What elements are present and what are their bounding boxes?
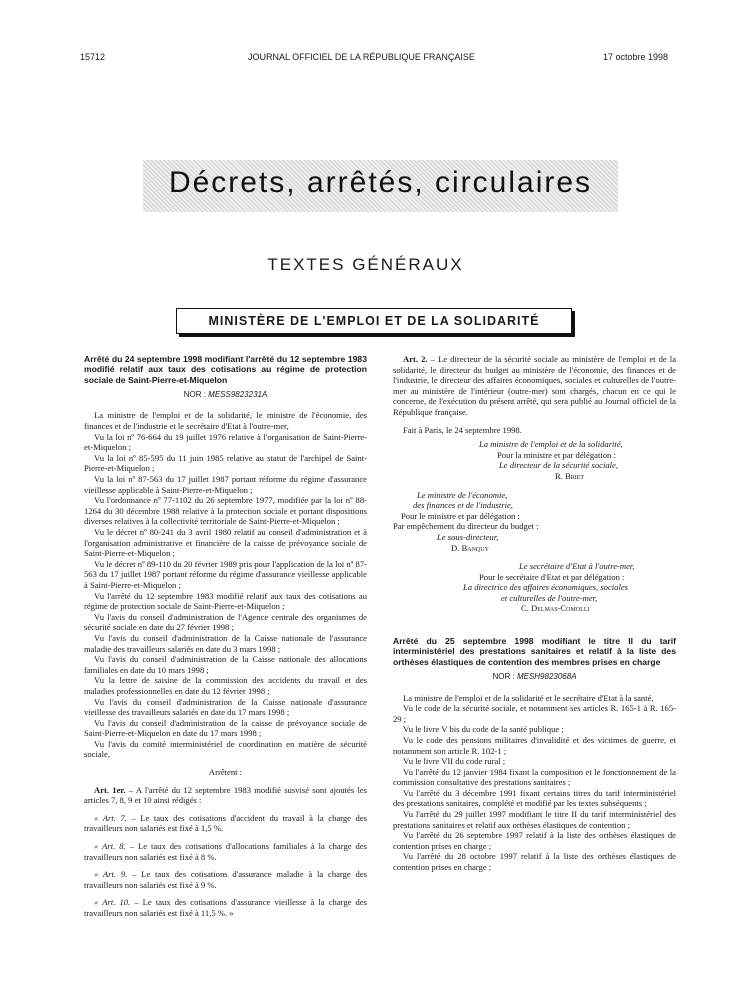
quoted-text: – Le taux des cotisations d'assurance vieillesse à la charge des travailleurs non salariés est fixé à 11,5 %. » [84,897,367,919]
paragraph: Vu la lettre de saisine de la commission des accidents du travail et des maladies professionnelles en date du 12 février 1998 ; [84,675,367,696]
paragraph: Vu l'arrêté du 28 octobre 1997 relatif à la liste des orthèses élastiques de contention prises en charge ; [393,851,676,873]
article-text: – Le directeur de la sécurité sociale au ministère de l'emploi et de la solidarité, le directeur du budget au ministère de l'économie, des finances et de l'industrie, le directeur des affaires économiques, sociales et culturelles de l'outre-mer au ministère de l'intérieur (outre-mer) sont chargés, chacun en ce qui le concerne, de l'exécution du présent arrêté, qui sera publié au Journal officiel de la République française. [393,354,677,417]
signatory-line: Pour le secrétaire d'Etat et par délégation : [479,571,625,582]
paragraph: Vu l'avis du conseil d'administration de la caisse de prévoyance sociale de Saint-Pierre-et-Miquelon en date du 17 mars 1998 ; [84,717,367,739]
fait-a-paris: Fait à Paris, le 24 septembre 1998. [403,424,522,435]
quoted-label: « Art. 10. [94,897,131,908]
signatory-line: Pour la ministre et par délégation : [497,449,616,460]
nor-code: MESS9823231A [208,389,268,399]
nor-label: NOR : [492,671,515,681]
quoted-text: – Le taux des cotisations d'assurance maladie à la charge des travailleurs non salariés est fixé à 9 %. [84,869,367,890]
article-label: Art. 1er. [94,784,126,795]
signatory-line: Par empêchement du directeur du budget : [393,521,539,532]
paragraph: Vu l'arrêté du 12 janvier 1984 fixant la composition et le fonctionnement de la commission consultative des prestations sanitaires ; [393,766,676,788]
signatory-title: Le secrétaire d'Etat à l'outre-mer, [519,561,635,572]
signatory-name: D. Banquy [451,542,489,553]
paragraph: Vu l'avis du conseil d'administration de la Caisse nationale des allocations familiales en date du 10 mars 1998 ; [84,654,367,675]
signatory-name: R. Briet [555,470,585,481]
paragraph: Vu le code de la sécurité sociale, et notamment ses articles R. 165-1 à R. 165-29 ; [393,703,676,724]
ministry-box: MINISTÈRE DE L'EMPLOI ET DE LA SOLIDARITÉ [176,308,572,334]
paragraph: Vu l'arrêté du 29 juillet 1997 modifiant le titre II du tarif interministériel des prestations sanitaires et relatif aux orthèses élastiques de contention ; [393,809,676,830]
signature-block-3 [393,561,676,614]
issue-date: 17 octobre 1998 [603,52,669,62]
signatory-title: La ministre de l'emploi et de la solidarité, [479,439,623,450]
quoted-text: – Le taux des cotisations d'accident du travail à la charge des travailleurs non salariés est fixé à 1,5 %. [84,812,368,834]
paragraph: Vu l'arrêté du 12 septembre 1983 modifié relatif aux taux des cotisations au régime de protection sociale de Saint-Pierre-et-Miquelon ; [84,590,367,612]
left-column [84,354,367,919]
paragraph: Vu l'avis du conseil d'administration de l'Agence centrale des organismes de sécurité sociale en date du 27 février 1998 ; [84,611,367,633]
paragraph: Vu l'avis du conseil d'administration de la Caisse nationale de l'assurance maladie des travailleurs salariés en date du 3 mars 1998 ; [84,632,367,654]
paragraph: Vu la loi nº 76-664 du 19 juillet 1976 relative à l'organisation de Saint-Pierre-et-Miquelon ; [84,431,367,453]
journal-title: JOURNAL OFFICIEL DE LA RÉPUBLIQUE FRANÇAISE [248,52,475,62]
arrete2-title: Arrêté du 25 septembre 1998 modifiant le titre II du tarif interministériel des prestations sanitaires et relatif à la liste des orthèses élastiques de contention des membres prises en charge [393,636,676,667]
paragraph: Vu l'arrêté du 26 septembre 1997 relatif à la liste des orthèses élastiques de contention prises en charge ; [393,830,676,851]
right-column [393,354,676,873]
quoted-label: « Art. 9. [94,869,128,880]
arrete1-title: Arrêté du 24 septembre 1998 modifiant l'arrêté du 12 septembre 1983 modifié relatif aux taux des cotisations au régime de protection sociale de Saint-Pierre-et-Miquelon [84,354,367,385]
paragraph: Vu l'avis du comité interministériel de coordination en matière de sécurité sociale, [84,738,367,760]
paragraph: Vu l'avis du conseil d'administration de la Caisse nationale d'assurance vieillesse des travailleurs salariés en date du 17 mars 1998 ; [84,696,367,718]
signatory-line: Pour le ministre et par délégation : [401,510,520,521]
signature-block-2 [393,490,676,554]
paragraph: Vu le décret nº 80-241 du 3 avril 1980 relatif au conseil d'administration et à l'organisation administrative et financière de la caisse de prévoyance sociale de Saint-Pierre-et-Miquelon ; [84,527,367,559]
paragraph: Vu le décret nº 89-110 du 20 février 1989 pris pour l'application de la loi nº 87-563 du 17 juillet 1987 portant réforme du régime d'assurance vieillesse applicable à Saint-Pierre-et-Miquelon ; [84,558,367,590]
quoted-text: – Le taux des cotisations d'allocations familiales à la charge des travailleurs non salariés est fixé à 8 %. [84,841,367,862]
signature-block-1 [393,439,676,481]
signatory-line: La directrice des affaires économiques, sociales [463,582,629,593]
section-heading: TEXTES GÉNÉRAUX [267,255,464,274]
quoted-article [84,841,367,862]
paragraph: Vu le livre VII du code rural ; [403,756,506,767]
signatory-line: Le directeur de la sécurité sociale, [499,460,619,471]
nor-label: NOR : [183,389,206,399]
page-number: 15712 [80,52,106,62]
paragraph: Vu la loi nº 85-595 du 11 juin 1985 relative au statut de l'archipel de Saint-Pierre-et-Miquelon ; [84,452,367,474]
article-text: – A l'arrêté du 12 septembre 1983 modifié susvisé sont ajoutés les articles 7, 8, 9 et 10 ainsi rédigés : [84,784,367,806]
paragraph: Vu le code des pensions militaires d'invalidité et des victimes de guerre, et notamment son article R. 102-1 ; [393,734,676,756]
signatory-name: C. Delmas-Comolli [521,603,590,614]
quoted-label: « Art. 8. [94,841,126,852]
arrete1-nor [84,390,367,401]
paragraph: La ministre de l'emploi et de la solidarité et le secrétaire d'Etat à la santé, [403,692,654,703]
paragraph: La ministre de l'emploi et de la solidarité, le ministre de l'économie, des finances et de l'industrie et le secrétaire d'Etat à l'outre-mer, [84,410,367,432]
banner-title: Décrets, arrêtés, circulaires [168,166,593,199]
signatory-line: des finances et de l'industrie, [413,500,513,511]
quoted-label: « Art. 7. [94,812,127,823]
paragraph: Vu la loi nº 87-563 du 17 juillet 1987 portant réforme du régime d'assurance vieillesse applicable à Saint-Pierre-et-Miquelon ; [84,474,367,495]
paragraph: Vu l'ordonnance nº 77-1102 du 26 septembre 1977, modifiée par la loi nº 88-1264 du 30 décembre 1988 relative à la protection sociale et portant dispositions diverses relatives à la collectivité territoriale de Saint-Pierre-et-Miquelon ; [84,495,367,527]
quoted-article [84,869,367,890]
arrete2-nor [393,672,676,683]
article-2 [393,354,676,418]
quoted-article [84,813,367,834]
arretent: Arrêtent : [208,767,243,778]
quoted-article [84,897,367,918]
signatory-line: Le sous-directeur, [437,531,499,542]
paragraph: Vu l'arrêté du 3 décembre 1991 fixant certains titres du tarif interministériel des prestations sanitaires, complété et modifié par les textes subséquents ; [393,787,676,809]
article-1 [84,785,367,806]
section-banner [143,160,618,212]
signatory-line: et culturelles de l'outre-mer, [501,592,598,603]
signatory-title: Le ministre de l'économie, [417,489,508,500]
article-label: Art. 2. [403,354,428,364]
paragraph: Vu le livre V bis du code de la santé publique ; [403,724,564,735]
nor-code: MESH9823068A [516,671,577,681]
